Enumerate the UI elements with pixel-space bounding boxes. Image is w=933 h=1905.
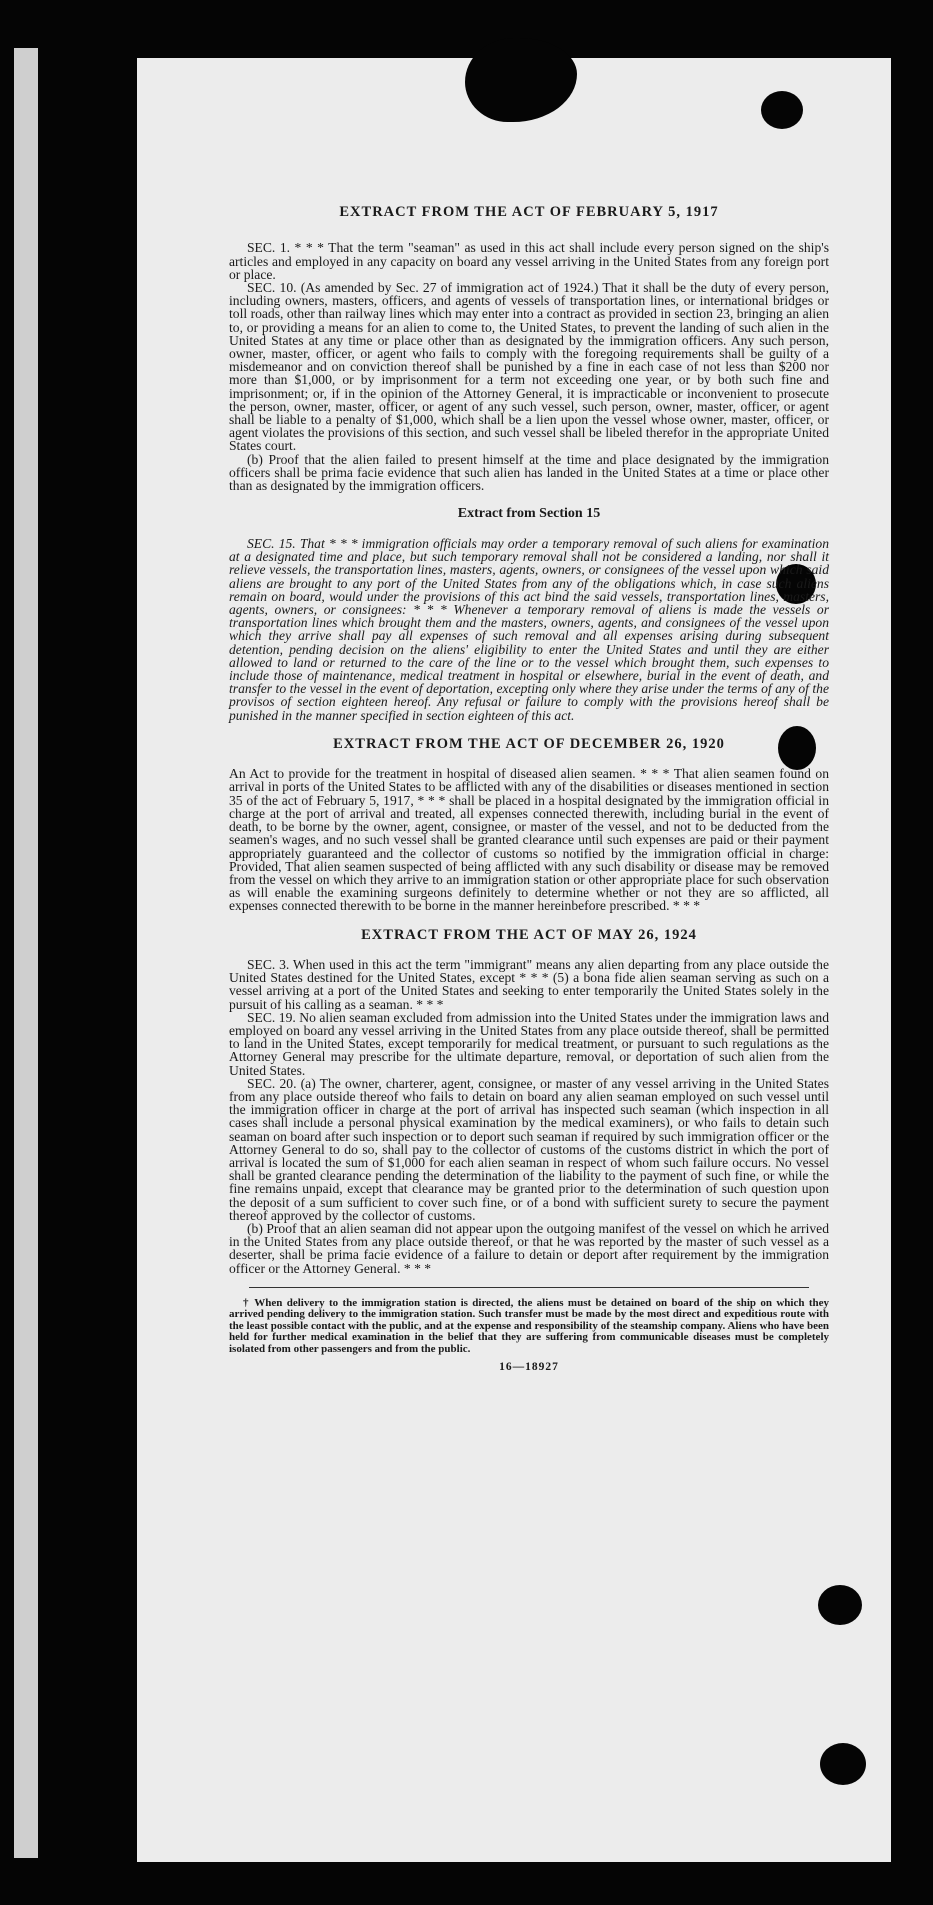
adjacent-page-edge (14, 48, 38, 1858)
punch-hole (818, 1585, 862, 1625)
torn-corner (465, 38, 577, 122)
page-number: 16—18927 (499, 1361, 559, 1374)
section-10-text: SEC. 10. (As amended by Sec. 27 of immigration act of 1924.) That it shall be the duty of every person, including owners, masters, officers, and agents of vessels of transportation lines, or international bridges or toll roads, other than railway lines which may enter into a contract as provided in section 23, bringing an alien to, or providing a means for an alien to come to, the United States, to prevent the landing of such alien in the United States at any time or place other than as designated by the immigration officers. Any such person, owner, master, officer, or agent who fails to comply with the foregoing requirements shall be guilty of a misdemeanor and on conviction thereof shall be punished by a fine in each case of not less than $200 nor more than $1,000, or by imprisonment for a term not exceeding one year, or by both such fine and imprisonment; or, if in the opinion of the Attorney General, it is impracticable or inconvenient to prosecute the person, owner, master, officer, or agent of any such vessel, such person, owner, master, officer, or agent shall be liable to a penalty of $1,000, which shall be a lien upon the vessel whose owner, master, officer, or agent violates the provisions of this section, and such vessel shall be libeled therefor in the appropriate United States court. (229, 280, 829, 454)
section-3-text: SEC. 3. When used in this act the term "immigrant" means any alien departing from any place outside the United States destined for the United States, except * * * (5) a bona fide alien seaman serving as such on a vessel arriving at a port of the United States and seeking to enter temporarily the United States solely in the pursuit of his calling as a seaman. * * * (229, 956, 829, 1012)
document-body (229, 204, 829, 1373)
heading-act-1924: EXTRACT FROM THE ACT OF MAY 26, 1924 (361, 926, 697, 943)
section-15-text: SEC. 15. That * * * immigration officials may order a temporary removal of such aliens for examination at a designated time and place, but such temporary removal shall not be considered a landing, nor shall it relieve vessels, the transportation lines, masters, agents, owners, or consignees of the vessel upon which said aliens are brought to any port of the United States from any of the obligations which, in case such aliens remain on board, would under the provisions of this act bind the said vessels, transportation lines, masters, agents, owners, or consignees: * * * Whenever a temporary removal of aliens is made the vessels or transportation lines which brought them and the masters, owners, agents, and consignees of the vessel upon which they arrive shall pay all expenses of such removal and all expenses arising during subsequent detention, pending decision on the aliens' eligibility to enter the United States and until they are either allowed to land or returned to the care of the line or to the vessel which brought them, such expenses to include those of maintenance, medical treatment in hospital or elsewhere, burial in the event of death, and transfer to the vessel in the event of deportation, excepting only where they arise under the terms of any of the provisos of section eighteen hereof. Any refusal or failure to comply with the provisions hereof shall be punished in the manner specified in section eighteen of this act. (229, 536, 829, 723)
act-1920-text: An Act to provide for the treatment in hospital of diseased alien seamen. * * * That alien seamen found on arrival in ports of the United States to be afflicted with any of the disabilities or diseases mentioned in section 35 of the act of February 5, 1917, * * * shall be placed in a hospital designated by the immigration official in charge at the port of arrival and treated, all expenses connected therewith, including burial in the event of death, to be borne by the owner, agent, consignee, or master of the vessel, and not to be deducted from the seamen's wages, and no such vessel shall be granted clearance until such expenses are paid or their payment appropriately guaranteed and the collector of customs so notified by the immigration official in charge: Provided, That alien seamen suspected of being afflicted with any such disability or disease may be removed from the vessel on which they arrive to an immigration station or other appropriate place for such observation as will enable the examining surgeons definitely to determine whether or not they are so afflicted, all expenses connected therewith to be borne in the manner hereinbefore prescribed. * * * (229, 766, 829, 914)
section-1-text: SEC. 1. * * * That the term "seaman" as used in this act shall include every person signed on the ship's articles and employed in any capacity on board any vessel arriving in the United States from any foreign port or place. (229, 240, 829, 282)
punch-hole (820, 1743, 866, 1785)
footnote-text: † When delivery to the immigration station is directed, the aliens must be detained on board of the ship on which they arrived pending delivery to the immigration station. Such transfer must be made by the most direct and expeditious route with the least possible contact with the public, and at the expense and responsibility of the steamship company. Aliens who have been held for further medical examination in the belief that they are suffering from communicable diseases must be completely isolated from other passengers and from the public. (229, 1296, 829, 1355)
document-page (137, 58, 891, 1862)
section-20b-text: (b) Proof that an alien seaman did not appear upon the outgoing manifest of the vessel on which he arrived in the United States from any place outside thereof, or that he was reported by the master of such vessel as a deserter, shall be prima facie evidence of a failure to detain or deport after requirement by the immigration officer or the Attorney General. * * * (229, 1220, 829, 1276)
heading-section-15: Extract from Section 15 (457, 506, 601, 522)
heading-act-1917: EXTRACT FROM THE ACT OF FEBRUARY 5, 1917 (339, 204, 719, 220)
punch-hole (761, 91, 803, 129)
section-19-text: SEC. 19. No alien seaman excluded from admission into the United States under the immigration laws and employed on board any vessel arriving in the United States from any place outside thereof, shall be permitted to land in the United States, except temporarily for medical treatment, or pursuant to such regulations as the Attorney General may prescribe for the ultimate departure, removal, or deportation of such alien from the United States. (229, 1009, 829, 1078)
section-10b-text: (b) Proof that the alien failed to present himself at the time and place designated by the immigration officers shall be prima facie evidence that such alien has landed in the United States at a time or place other than as designated by the immigration officers. (229, 451, 829, 494)
footnote-divider (249, 1287, 809, 1288)
section-20-text: SEC. 20. (a) The owner, charterer, agent, consignee, or master of any vessel arriving in the United States from any place outside thereof who fails to detain on board any alien seaman employed on such vessel until the immigration officer in charge at the port of arrival has inspected such seaman (which inspection in all cases shall include a personal physical examination by the medical examiners), or who fails to detain such seaman on board after such inspection or to deport such seaman if required by such immigration officer or the Attorney General to do so, shall pay to the collector of customs of the customs district in which the port of arrival is located the sum of $1,000 for each alien seaman in respect of whom such failure occurs. No vessel shall be granted clearance pending the determination of the liability to the payment of such fine, or while the fine remains unpaid, except that clearance may be granted prior to the determination of such question upon the deposit of a sum sufficient to cover such fine, or of a bond with sufficient surety to secure the payment thereof approved by the collector of customs. (229, 1075, 829, 1223)
heading-act-1920: EXTRACT FROM THE ACT OF DECEMBER 26, 1920 (333, 735, 725, 752)
